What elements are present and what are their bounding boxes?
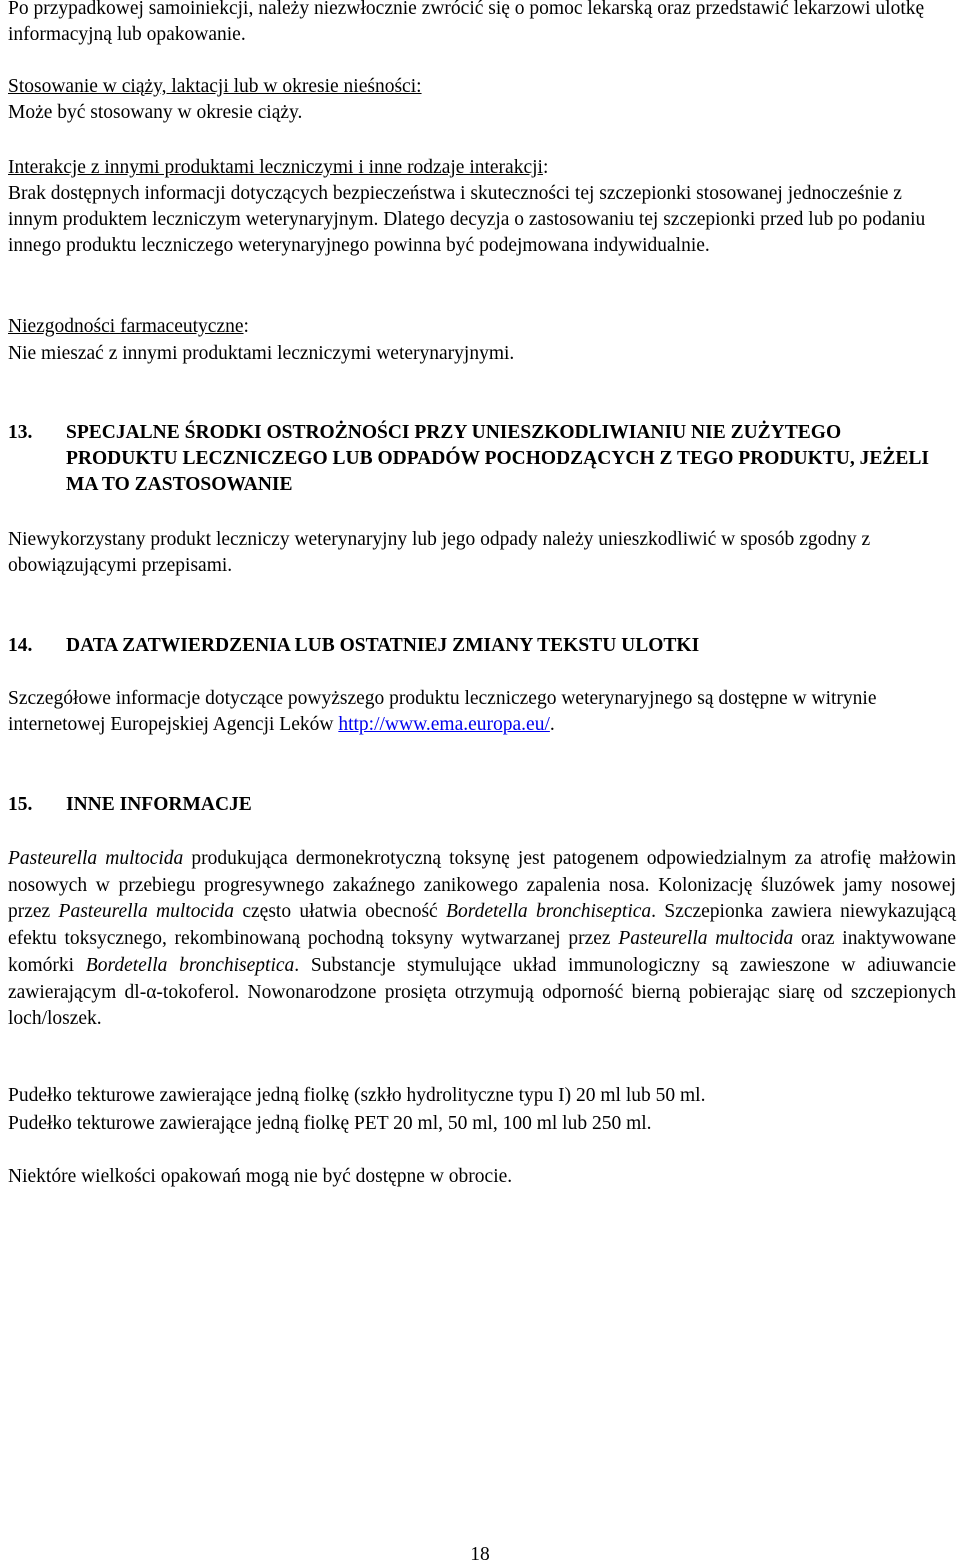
section-13-number: 13. — [8, 422, 33, 443]
interactions-colon: : — [542, 157, 549, 178]
section-15-paragraph — [8, 846, 956, 1033]
pathogen-name-5: Bordetella bronchiseptica — [85, 954, 295, 976]
section-14-heading — [8, 633, 938, 659]
interactions-title-text: Interakcje z innymi produktami leczniczymi i inne rodzaje interakcji — [8, 157, 543, 178]
pregnancy-text: Może być stosowany w okresie ciąży. — [8, 102, 303, 123]
page-number: 18 — [470, 1544, 490, 1565]
incompat-colon: : — [243, 316, 249, 337]
incompat-title — [8, 314, 249, 340]
incompat-title-text: Niezgodności farmaceutyczne — [8, 316, 244, 337]
interactions-title — [8, 155, 548, 181]
section-15-text-b: produkująca dermonekrotyczną toksynę jest patogenem odpowiedzialnym za atrofię małżowin nosowych w przebiegu progresywnego zakaźnego zanikowego zapalenia nosa. Kolonizację śluzówek jamy nosowej przez — [8, 848, 956, 923]
ema-website-link[interactable]: http://www.ema.europa.eu/ — [338, 714, 550, 735]
section-15-text-d: często ułatwia obecność — [234, 901, 447, 923]
pathogen-name-2: Pasteurella multocida — [58, 901, 235, 923]
package-availability-note: Niektóre wielkości opakowań mogą nie być dostępne w obrocie. — [8, 1166, 513, 1187]
section-14-title: DATA ZATWIERDZENIA LUB OSTATNIEJ ZMIANY TEKSTU ULOTKI — [66, 635, 700, 656]
section-13-heading — [8, 420, 938, 498]
pregnancy-title: Stosowanie w ciąży, laktacji lub w okresie nieśności: — [8, 76, 422, 97]
intro-paragraph: Po przypadkowej samoiniekcji, należy niezwłocznie zwrócić się o pomoc lekarską oraz przedstawić lekarzowi ulotkę informacyjną lub opakowanie. — [8, 0, 925, 45]
package-line-2: Pudełko tekturowe zawierające jedną fiolkę PET 20 ml, 50 ml, 100 ml lub 250 ml. — [8, 1113, 652, 1134]
section-14-text — [8, 686, 956, 738]
incompat-text: Nie mieszać z innymi produktami leczniczymi weterynaryjnymi. — [8, 343, 515, 364]
section-13-title: SPECJALNE ŚRODKI OSTROŻNOŚCI PRZY UNIESZKODLIWIANIU NIE ZUŻYTEGO PRODUKTU LECZNICZEGO LUB ODPADÓW POCHODZĄCYCH Z TEGO PRODUKTU, JEŻELI MA TO ZASTOSOWANIE — [66, 422, 929, 495]
package-line-1: Pudełko tekturowe zawierające jedną fiolkę (szkło hydrolityczne typu I) 20 ml lub 50 ml. — [8, 1085, 706, 1106]
pathogen-name-3: Bordetella bronchiseptica — [446, 901, 652, 923]
section-15-heading — [8, 792, 938, 818]
section-15-text-h: oraz inaktywowane komórki — [8, 928, 956, 976]
section-15-text-f: . Szczepionka zawiera niewykazującą efektu toksycznego, rekombinowaną pochodną toksyny wytwarzanej przez — [8, 901, 957, 950]
pathogen-name-1: Pasteurella multocida — [8, 848, 184, 869]
section-15-title: INNE INFORMACJE — [66, 794, 252, 815]
section-14-text-after: . — [549, 714, 555, 735]
section-14-number: 14. — [8, 635, 33, 656]
pathogen-name-4: Pasteurella multocida — [618, 928, 794, 950]
section-14-text-before: Szczegółowe informacje dotyczące powyższego produktu leczniczego weterynaryjnego są dostępne w witrynie internetowej Europejskiej Agencji Leków — [8, 688, 877, 735]
section-15-text-j: . Substancje stymulujące układ immunologiczny są zawieszone w adiuwancie zawierającym dl-α-tokoferol. Nowonarodzone prosięta otrzymują odporność bierną pobierając siarę od szczepionych loch/loszek. — [8, 954, 956, 1030]
section-15-number: 15. — [8, 794, 33, 815]
section-13-text: Niewykorzystany produkt leczniczy weterynaryjny lub jego odpady należy unieszkodliwić w sposób zgodny z obowiązującymi przepisami. — [8, 529, 871, 576]
interactions-text: Brak dostępnych informacji dotyczących bezpieczeństwa i skuteczności tej szczepionki stosowanej jednocześnie z innym produktem leczniczym weterynaryjnym. Dlatego decyzja o zastosowaniu tej szczepionki przed lub po podaniu innego produktu leczniczego weterynaryjnego powinna być podejmowana indywidualnie. — [8, 183, 926, 256]
